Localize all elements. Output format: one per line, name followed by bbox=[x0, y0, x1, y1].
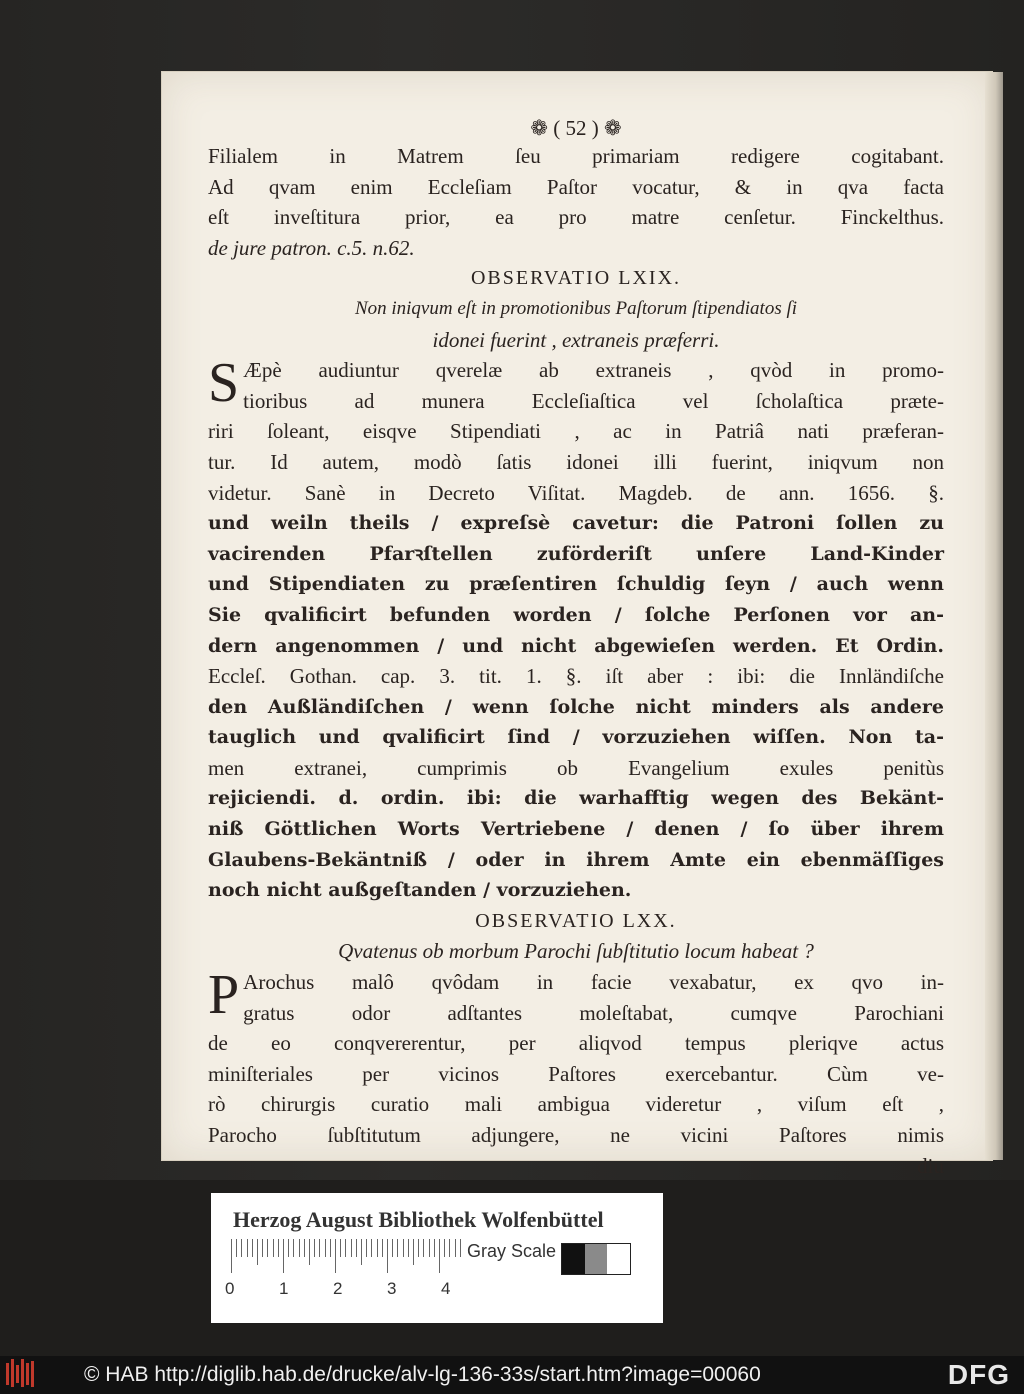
dropcap-p: P bbox=[208, 964, 240, 1027]
intro-line: Filialem in Matrem ſeu primariam redigere cogitabant. bbox=[208, 144, 944, 168]
ruler-tick bbox=[439, 1239, 440, 1273]
intro-citation: de jure patron. c.5. n.62. bbox=[208, 235, 415, 260]
ruler-tick bbox=[444, 1239, 445, 1257]
ruler-tick bbox=[231, 1239, 232, 1273]
ruler-number: 3 bbox=[387, 1279, 397, 1298]
ruler-tick bbox=[366, 1239, 367, 1257]
observation-69-line: tauglich und qvalificirt ſind / vorzuziehen wiſſen. Non ta- bbox=[208, 726, 944, 749]
ruler-tick bbox=[345, 1239, 346, 1257]
ruler-number: 0 bbox=[225, 1279, 235, 1298]
ruler-tick bbox=[351, 1239, 352, 1257]
intro-line: eſt inveſtitura prior, ea pro matre cenſetur. Finckelthus. bbox=[208, 205, 944, 230]
observation-69-body bbox=[208, 352, 944, 906]
ruler-tick bbox=[241, 1239, 242, 1257]
observation-69-line: men extranei, cumprimis ob Evangelium exules penitùs bbox=[208, 755, 944, 780]
ruler-tick bbox=[299, 1239, 300, 1257]
observation-69-line: den Außländiſchen / wenn ſolche nicht minders als andere bbox=[208, 695, 944, 718]
ruler-tick bbox=[460, 1239, 461, 1257]
intro-paragraph bbox=[208, 141, 944, 233]
ruler-tick bbox=[382, 1239, 383, 1257]
ruler-tick bbox=[319, 1239, 320, 1257]
copyright-link[interactable]: © HAB http://diglib.hab.de/drucke/alv-lg-136-33s/start.htm?image=00060 bbox=[84, 1363, 761, 1386]
institution-name: Herzog August Bibliothek Wolfenbüttel bbox=[233, 1207, 604, 1232]
observation-70-line: de eo conqvererentur, per aliqvod tempus pleriqve actus bbox=[208, 1031, 944, 1056]
ruler-tick bbox=[278, 1239, 279, 1257]
observation-69-line: Eccleſ. Gothan. cap. 3. tit. 1. §. iſt aber : ibi: die Innländiſche bbox=[208, 664, 944, 689]
ruler-tick bbox=[413, 1239, 414, 1265]
ruler-number: 1 bbox=[279, 1279, 289, 1298]
dfg-logo: DFG bbox=[947, 1359, 1010, 1390]
ruler-tick bbox=[273, 1239, 274, 1257]
page-number: ❁ ( 52 ) ❁ bbox=[530, 116, 622, 140]
ruler-tick bbox=[449, 1239, 450, 1257]
ruler-tick bbox=[408, 1239, 409, 1257]
ruler-tick bbox=[267, 1239, 268, 1257]
ruler-number: 2 bbox=[333, 1279, 343, 1298]
ruler-tick bbox=[314, 1239, 315, 1257]
observation-69-line: dern angenommen / und nicht abgewieſen werden. Et Ordin. bbox=[208, 634, 944, 657]
observation-70-line: gratus odor adſtantes moleſtabat, cumqve Parochiani bbox=[243, 1000, 944, 1025]
observation-69-line: rejiciendi. d. ordin. ibi: die warhafftig wegen des Bekänt- bbox=[208, 787, 944, 810]
observation-70-title: Qvatenus ob morbum Parochi ſubſtitutio locum habeat ? bbox=[338, 939, 814, 964]
ruler-tick bbox=[377, 1239, 378, 1257]
ruler-tick bbox=[262, 1239, 263, 1257]
ruler bbox=[231, 1239, 463, 1275]
ruler-tick bbox=[309, 1239, 310, 1265]
observation-70-line: miniſteriales per vicinos Paſtores exercebantur. Cùm ve- bbox=[208, 1061, 944, 1086]
ruler-tick bbox=[418, 1239, 419, 1257]
ruler-tick bbox=[288, 1239, 289, 1257]
ruler-tick bbox=[252, 1239, 253, 1257]
ruler-tick bbox=[335, 1239, 336, 1273]
ruler-tick bbox=[356, 1239, 357, 1257]
observation-69-line: noch nicht außgeſtanden / vorzuziehen. bbox=[208, 879, 632, 902]
observation-70-body bbox=[208, 964, 944, 1151]
ruler-tick bbox=[429, 1239, 430, 1257]
catchword: diu bbox=[917, 1153, 944, 1178]
gray-swatch bbox=[562, 1244, 585, 1274]
scale-card bbox=[211, 1193, 663, 1323]
ruler-tick bbox=[283, 1239, 284, 1273]
ruler-tick bbox=[397, 1239, 398, 1257]
observation-70-line: rò chirurgis curatio mali ambigua videretur , viſum eſt , bbox=[208, 1092, 944, 1117]
observation-69-line: niß Göttlichen Worts Vertriebene / denen / ſo über ihrem bbox=[208, 818, 944, 841]
gray-scale-label: Gray Scale bbox=[467, 1241, 557, 1261]
ruler-tick bbox=[403, 1239, 404, 1257]
observation-69-line: Glaubens-Bekäntniß / oder in ihrem Amte ein ebenmäſſiges bbox=[208, 848, 944, 871]
ruler-tick bbox=[293, 1239, 294, 1257]
ruler-tick bbox=[455, 1239, 456, 1257]
observation-69-line: Æpè audiuntur qverelæ ab extraneis , qvòd in promo- bbox=[243, 358, 944, 383]
observation-69-title-line: Non iniqvum eſt in promotionibus Paſtorum ſtipendiatos ſi bbox=[354, 297, 798, 319]
observation-69-line: tioribus ad munera Eccleſiaſtica vel ſcholaſtica præte- bbox=[243, 388, 944, 413]
ruler-tick bbox=[330, 1239, 331, 1257]
ruler-tick bbox=[236, 1239, 237, 1257]
observation-69-line: und Stipendiaten zu præſentiren ſchuldig ſeyn / auch wenn bbox=[208, 573, 944, 596]
dropcap-s: S bbox=[208, 352, 240, 415]
ruler-tick bbox=[361, 1239, 362, 1265]
ruler-tick bbox=[371, 1239, 372, 1257]
ruler-tick bbox=[247, 1239, 248, 1257]
ruler-number: 4 bbox=[441, 1279, 451, 1298]
page-text bbox=[208, 116, 944, 1181]
intro-line: Ad qvam enim Eccleſiam Paſtor vocatur, & in qva facta bbox=[208, 174, 944, 199]
ornament-icon: ❁ bbox=[530, 116, 554, 140]
observation-69-heading: OBSERVATIO LXIX. bbox=[470, 267, 682, 290]
observation-70-line: Parocho ſubſtitutum adjungere, ne vicini Paſtores nimis bbox=[208, 1123, 944, 1147]
observation-70-line: Arochus malô qvôdam in facie vexabatur, ex qvo in- bbox=[243, 970, 944, 995]
observation-69-line: videtur. Sanè in Decreto Viſitat. Magdeb. de ann. 1656. §. bbox=[208, 480, 944, 505]
observation-69-title-line: idonei fuerint , extraneis præferri. bbox=[432, 327, 720, 352]
observation-70-heading: OBSERVATIO LXX. bbox=[475, 909, 677, 932]
observation-69-line: Sie qvalificirt befunden worden / ſolche Perſonen vor an- bbox=[208, 603, 944, 626]
observation-69-line: vacirenden Pfarꝛſtellen zuförderiſt unſere Land-Kinder bbox=[208, 542, 944, 565]
ruler-tick bbox=[257, 1239, 258, 1265]
ruler-tick bbox=[340, 1239, 341, 1257]
ruler-tick bbox=[392, 1239, 393, 1257]
observation-69-line: und weiln theils / expreſsè cavetur: die Patroni ſollen zu bbox=[208, 512, 944, 535]
footer-bar bbox=[0, 1356, 1024, 1394]
ruler-tick bbox=[325, 1239, 326, 1257]
ornament-icon: ❁ bbox=[598, 116, 622, 140]
page-edge bbox=[985, 72, 1003, 1160]
gray-swatch bbox=[607, 1244, 630, 1274]
observation-69-line: tur. Id autem, modò ſatis idonei illi fuerint, iniqvum non bbox=[208, 449, 944, 474]
ruler-tick bbox=[304, 1239, 305, 1257]
observation-69-title bbox=[208, 294, 944, 355]
hab-logo-icon bbox=[6, 1359, 46, 1389]
ruler-tick bbox=[434, 1239, 435, 1257]
observation-69-line: riri ſoleant, eisqve Stipendiati , ac in Patriâ nati præferan- bbox=[208, 419, 944, 444]
ruler-tick bbox=[423, 1239, 424, 1257]
gray-scale-swatches bbox=[561, 1243, 631, 1275]
ruler-tick bbox=[387, 1239, 388, 1273]
gray-swatch bbox=[585, 1244, 608, 1274]
